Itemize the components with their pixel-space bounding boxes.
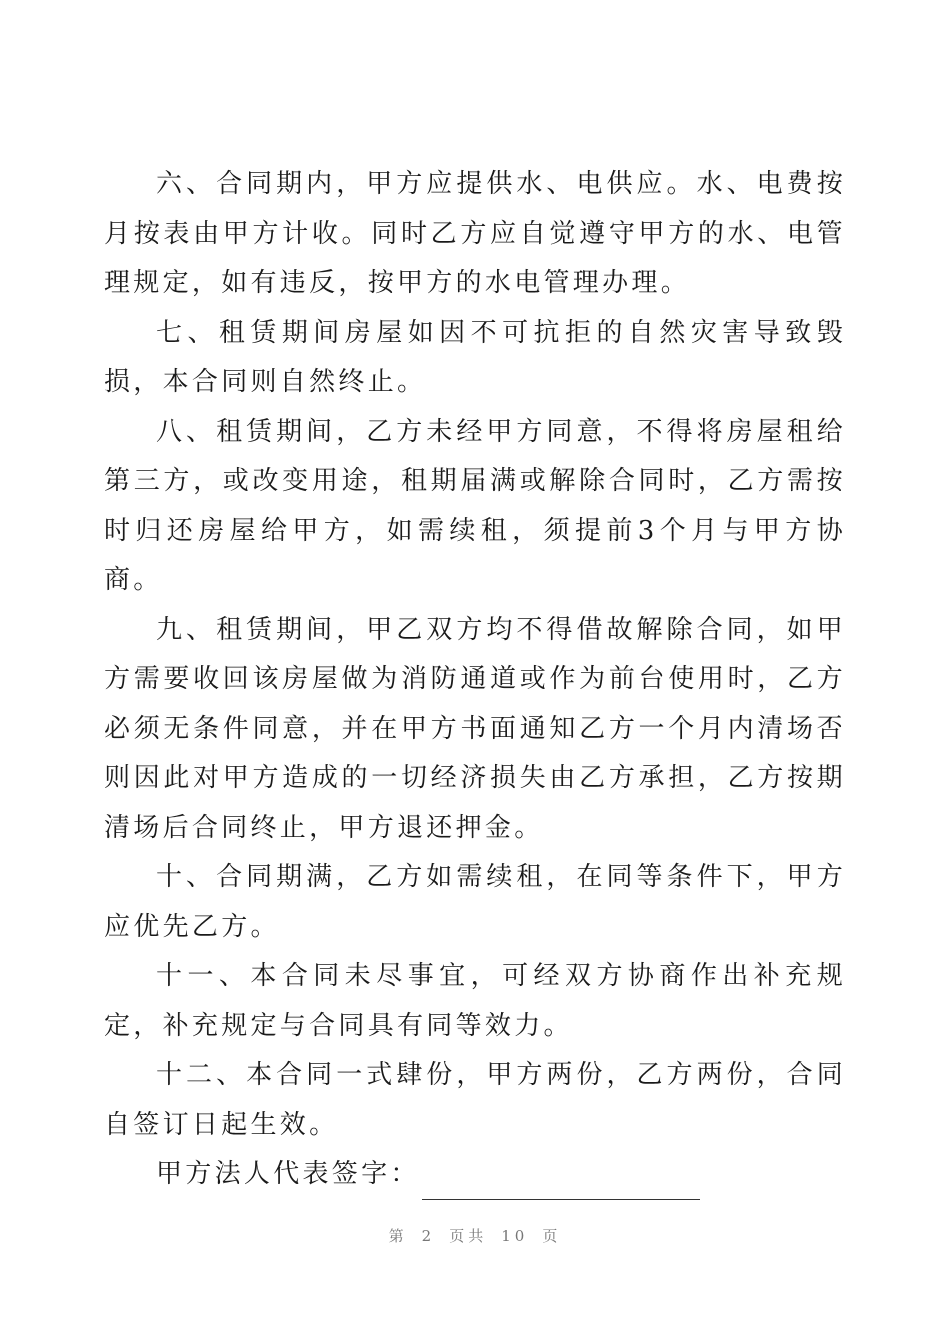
- footer-prefix: 第: [388, 1227, 408, 1245]
- signature-row: [104, 1150, 846, 1200]
- clause-12: 十二、本合同一式肆份，甲方两份，乙方两份，合同自签订日起生效。: [104, 1060, 846, 1140]
- page-footer: [0, 1225, 950, 1246]
- footer-current-page: 2: [421, 1227, 436, 1245]
- clause-11: 十一、本合同未尽事宜，可经双方协商作出补充规定，补充规定与合同具有同等效力。: [104, 961, 846, 1041]
- contract-body: [104, 160, 846, 1200]
- clause-7: 七、租赁期间房屋如因不可抗拒的自然灾害导致毁损，本合同则自然终止。: [104, 317, 846, 397]
- footer-middle: 页共: [449, 1227, 488, 1245]
- clause-6: 六、合同期内，甲方应提供水、电供应。水、电费按月按表由甲方计收。同时乙方应自觉遵守甲方的水、电管理规定，如有违反，按甲方的水电管理办理。: [104, 169, 846, 298]
- footer-total-pages: 10: [501, 1227, 529, 1245]
- clause-8: 八、租赁期间，乙方未经甲方同意，不得将房屋租给第三方，或改变用途，租期届满或解除合同时，乙方需按时归还房屋给甲方，如需续租，须提前3个月与甲方协商。: [104, 416, 846, 595]
- signature-label: 甲方法人代表签字：: [156, 1159, 420, 1189]
- clause-10: 十、合同期满，乙方如需续租，在同等条件下，甲方应优先乙方。: [104, 862, 846, 942]
- signature-line[interactable]: [422, 1169, 700, 1200]
- footer-suffix: 页: [542, 1227, 562, 1245]
- clause-9: 九、租赁期间，甲乙双方均不得借故解除合同，如甲方需要收回该房屋做为消防通道或作为前台使用时，乙方必须无条件同意，并在甲方书面通知乙方一个月内清场否则因此对甲方造成的一切经济损失由乙方承担，乙方按期清场后合同终止，甲方退还押金。: [104, 614, 846, 843]
